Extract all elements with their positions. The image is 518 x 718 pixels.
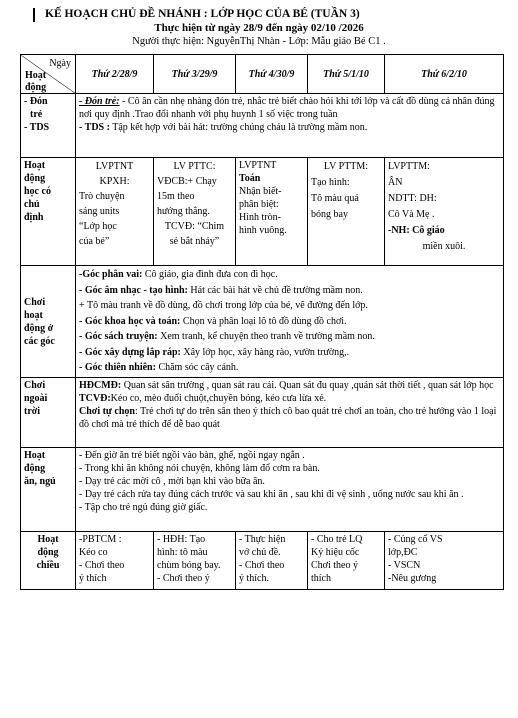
hoc-fri-line: -NH: Cô giáo <box>388 225 445 236</box>
row-label-line: động <box>37 547 59 558</box>
corner-activity-label-1: Hoạt <box>25 70 47 81</box>
row-ngoai-troi <box>21 378 504 448</box>
row-label-line: ngoài <box>24 393 48 404</box>
corner-activity-label-2: động <box>25 82 47 93</box>
chieu-wed-line: vở chủ đề. <box>239 547 281 558</box>
row-label-line: Hoạt <box>37 534 59 545</box>
tds-label: - TDS : <box>79 122 110 133</box>
goc-item-label: - Góc thiên nhiên: <box>79 362 156 373</box>
row-label-line: - Đón <box>24 96 48 107</box>
chieu-mon-cell <box>76 532 154 590</box>
chieu-mon-line: ý thích <box>79 573 107 584</box>
row-hoc <box>21 158 504 266</box>
goc-item <box>79 314 500 330</box>
row-label-line: hoạt <box>24 309 43 321</box>
chieu-fri-line: lớp,ĐC <box>388 547 418 558</box>
hoc-mon-line: sáng units <box>79 206 120 217</box>
weekly-plan-table <box>20 54 504 590</box>
chieu-wed-line: - Chơi theo <box>239 560 285 571</box>
choi-tu-chon-label: Chơi tự chọn <box>79 406 135 417</box>
hoc-mon-line: “Lớp học <box>79 221 117 232</box>
hdcmd-label: HĐCMĐ: <box>79 380 122 391</box>
goc-item-label: - Góc khoa học và toán: <box>79 315 181 327</box>
chieu-thu-cell <box>308 532 385 590</box>
header-row <box>21 55 504 94</box>
hoc-thu-cell <box>308 158 385 266</box>
chieu-mon-line: Kéo co <box>79 547 108 558</box>
chieu-tue-line: hình: tô màu <box>157 547 208 558</box>
goc-item-label: - Góc âm nhạc - tạo hình: <box>79 284 188 296</box>
hoc-fri-cell <box>385 158 504 266</box>
hoc-mon-line: LVPTNT <box>95 161 134 172</box>
hoc-mon-line: Trò chuyện <box>79 191 125 202</box>
goc-item <box>79 360 500 376</box>
day-header-wed: Thứ 4/30/9 <box>236 55 308 94</box>
hdcmd-text: Quan sát sân trường , quan sát rau cải. Quan sát đu quay ,quán sát thời tiết , quan sát lớp học <box>121 380 494 391</box>
hoc-fri-line: Cô Và Mẹ . <box>388 209 435 220</box>
goc-item-text: Chọn và phân loại lô tô đồ dùng đồ chơi. <box>180 315 347 327</box>
row-label-line: Chơi <box>24 380 46 391</box>
goc-item-label: -Góc phân vai: <box>79 269 143 280</box>
row-label-line: trời <box>24 406 41 417</box>
corner-day-label: Ngày <box>49 58 71 69</box>
hoc-wed-line: Nhận biết- <box>239 186 282 197</box>
row-label-line: học có <box>24 186 51 197</box>
choi-tu-chon-text: : Trẻ chơi tự do trên sân theo ý thích cô bao quát trẻ chơi an toàn, cho trẻ hướng vào 1 loại đồ chơi mà trẻ thích để dễ bao quát <box>79 406 497 430</box>
goc-item <box>79 267 500 283</box>
chieu-thu-line: Chơi theo ý <box>311 560 358 571</box>
don-tre-content <box>76 94 504 158</box>
chieu-tue-line: - HĐH: Tạo <box>157 534 206 545</box>
row-label-don-tre <box>21 94 76 158</box>
goc-item <box>79 283 500 299</box>
row-label-line: Chơi <box>24 296 46 308</box>
row-label-chieu <box>21 532 76 590</box>
hoc-fri-line: ÂN <box>388 177 403 188</box>
hoc-thu-line: Tô màu quả <box>311 193 359 204</box>
chieu-thu-line: thích <box>311 573 331 584</box>
hoc-wed-line: Toán <box>239 173 261 184</box>
row-chieu <box>21 532 504 590</box>
row-label-line: trẻ <box>30 109 43 120</box>
goc-item-label: - Góc sách truyện: <box>79 331 158 342</box>
hoc-mon-line: của bé” <box>79 236 110 247</box>
hoc-fri-line: miền xuôi. <box>422 241 466 252</box>
hoc-wed-line: phân biệt: <box>239 199 279 210</box>
day-header-thu: Thứ 5/1/10 <box>308 55 385 94</box>
row-label-line: định <box>24 212 44 223</box>
tcvd-label: TCVĐ: <box>79 393 111 404</box>
chieu-thu-line: - Cho trẻ LQ <box>311 534 363 545</box>
ngoai-troi-content <box>76 378 504 448</box>
row-label-ngoai-troi <box>21 378 76 448</box>
chieu-mon-line: -PBTCM : <box>79 534 122 545</box>
hoc-tue-line: 15m theo <box>157 191 195 202</box>
hoc-tue-line: TCVĐ: “Chim <box>164 221 225 232</box>
day-header-tue: Thứ 3/29/9 <box>154 55 236 94</box>
plan-title: KẾ HOẠCH CHỦ ĐỀ NHÁNH : LỚP HỌC CỦA BÉ (TUẦN 3) <box>45 8 360 20</box>
chieu-thu-line: Ký hiệu cốc <box>311 547 360 558</box>
row-label-line: chiều <box>36 560 60 571</box>
hoc-tue-line: sẻ bắt nhảy” <box>169 236 220 247</box>
hoc-wed-line: LVPTNT <box>239 160 277 171</box>
row-label-line: - TDS <box>24 122 50 133</box>
hoc-wed-line: Hình tròn- <box>239 212 281 223</box>
plan-performer: Người thực hiện: NguyễnThị Nhàn - Lớp: Mẫu giáo Bé C1 . <box>132 36 386 47</box>
row-label-line: động <box>24 463 46 474</box>
row-label-goc <box>21 266 76 378</box>
row-goc <box>21 266 504 378</box>
hoc-tue-line: VĐCB:+ Chạy <box>157 176 217 187</box>
hoc-thu-line: LV PTTM: <box>323 161 369 172</box>
goc-content <box>76 266 504 378</box>
goc-item <box>79 329 500 345</box>
hoc-fri-line: NDTT: DH: <box>388 193 437 204</box>
hoc-fri-line: LVPTTM: <box>388 161 430 172</box>
row-label-line: Hoạt <box>24 160 46 171</box>
goc-item-text: Xem tranh, kể chuyện theo tranh về trường mầm non. <box>157 331 375 342</box>
corner-cell <box>21 55 76 94</box>
don-tre-text: - Cô ân cần nhẹ nhàng đón trẻ, nhắc trẻ biết chào hỏi khi tới lớp và cất đồ dùng cá nhân đúng nơi quy định .Trao đổi nhanh với phụ huynh 1 số việc trong tuần <box>79 96 495 120</box>
chieu-tue-line: chùm bóng bay. <box>157 560 221 571</box>
goc-item <box>79 298 500 314</box>
chieu-fri-line: - Củng cố VS <box>388 534 443 545</box>
chieu-fri-line: - VSCN <box>388 560 421 571</box>
chieu-mon-line: - Chơi theo <box>79 560 125 571</box>
row-label-line: chủ <box>24 199 40 210</box>
an-ngu-content <box>76 448 504 532</box>
plan-date-range: Thực hiện từ ngày 28/9 đến ngày 02/10 /2026 <box>154 22 364 34</box>
title-marker <box>33 8 35 22</box>
day-header-mon: Thứ 2/28/9 <box>76 55 154 94</box>
tds-text: Tập kết hợp với bài hát: trường chúng cháu là trường mầm non. <box>109 122 368 133</box>
goc-item-label: - Góc xây dựng lắp ráp: <box>79 346 181 358</box>
chieu-wed-cell <box>236 532 308 590</box>
hoc-thu-line: Tạo hình: <box>311 177 350 188</box>
hoc-mon-cell <box>76 158 154 266</box>
chieu-tue-line: - Chơi theo ý <box>157 573 210 584</box>
day-header-fri: Thứ 6/2/10 <box>385 55 504 94</box>
hoc-thu-line: bóng bay <box>311 209 348 220</box>
row-label-line: ăn, ngủ <box>24 476 56 487</box>
chieu-wed-line: - Thực hiện <box>239 534 286 545</box>
an-ngu-line: - Đến giờ ăn trẻ biết ngồi vào bàn, ghế, ngồi ngay ngắn . <box>79 450 305 461</box>
chieu-wed-line: ý thích. <box>239 573 269 584</box>
hoc-tue-line: LV PTTC: <box>173 161 216 172</box>
row-label-an-ngu <box>21 448 76 532</box>
hoc-wed-line: hình vuông. <box>239 225 287 236</box>
hoc-wed-cell <box>236 158 308 266</box>
goc-item <box>79 345 500 361</box>
an-ngu-line: - Dạy trẻ các mời cô , mời bạn khi vào bữa ăn. <box>79 476 265 487</box>
don-tre-label: - Đón trẻ: <box>79 96 120 107</box>
an-ngu-line: - Trong khi ăn không nói chuyện, không làm đổ cơm ra bàn. <box>79 463 320 474</box>
row-label-line: động <box>24 173 46 184</box>
goc-item-text: Xây lớp học, xây hàng rào, vườn trường,. <box>180 346 350 358</box>
goc-item-text: Cô giáo, gia đình đưa con đi học. <box>142 269 278 280</box>
goc-item-text: + Tô màu tranh về đồ dùng, đồ chơi trong lớp của bé, vẽ đường đến lớp. <box>79 300 368 311</box>
row-label-line: Hoạt <box>24 450 46 461</box>
an-ngu-line: - Dạy trẻ cách rửa tay đúng cách trước và sau khi ăn , sau khi đi vệ sinh , uống nước sau khi ăn . <box>79 489 464 500</box>
chieu-fri-line: -Nêu gương <box>388 573 437 584</box>
row-an-ngu <box>21 448 504 532</box>
row-label-line: động ở <box>24 322 54 334</box>
tcvd-text: Kéo co, mèo đuổi chuột,chuyền bóng, kéo cưa lừa xẻ. <box>110 393 327 404</box>
goc-item-text: Chăm sóc cây cảnh. <box>155 362 239 373</box>
row-don-tre <box>21 94 504 158</box>
hoc-mon-line: KPXH: <box>99 176 130 187</box>
hoc-tue-line: hướng thẳng. <box>157 206 210 217</box>
chieu-tue-cell <box>154 532 236 590</box>
row-label-hoc <box>21 158 76 266</box>
hoc-tue-cell <box>154 158 236 266</box>
chieu-fri-cell <box>385 532 504 590</box>
an-ngu-line: - Tập cho trẻ ngủ đúng giờ giấc. <box>79 502 208 513</box>
goc-item-text: Hát các bài hát về chủ đề trường mầm non. <box>187 284 363 296</box>
row-label-line: các góc <box>24 335 55 347</box>
